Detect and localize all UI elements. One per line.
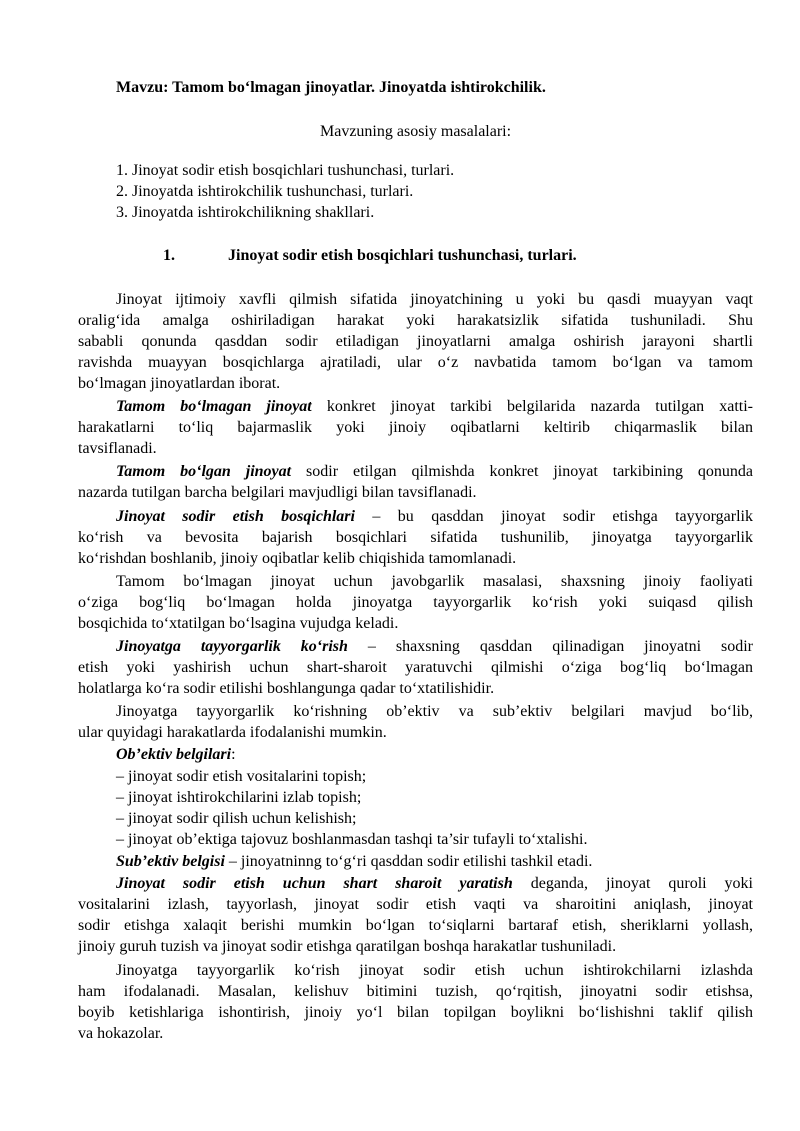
paragraph-line: Jinoyatga tayyorgarlik ko‘rishning ob’ektiv va sub’ektiv belgilari mavjud bo‘lib,	[116, 703, 753, 720]
issue-item: 3. Jinoyatda ishtirokchilikning shakllari.	[116, 204, 375, 221]
paragraph-line: Jinoyatga tayyorgarlik ko‘rish – shaxsning qasddan qilinadigan jinoyatni sodir	[116, 638, 753, 655]
paragraph-line: etish yoki yashirish uchun shart-sharoit yaratuvchi qilmishi o‘ziga bog‘liq bo‘lmagan	[78, 659, 753, 676]
term-incomplete-crime: Tamom bo‘lmagan jinoyat	[116, 398, 312, 415]
paragraph-line: va hokazolar.	[78, 1025, 164, 1042]
paragraph-line: tavsiflanadi.	[78, 440, 157, 457]
subjective-sign-line: Sub’ektiv belgisi – jinoyatninng to‘g‘ri qasddan sodir etilishi tashkil etadi.	[116, 853, 593, 870]
paragraph-line: o‘ziga bog‘liq bo‘lmagan holda jinoyatga tayyorgarlik ko‘rish yoki suiqasd qilish	[78, 594, 753, 611]
main-issues-title: Mavzuning asosiy masalalari:	[320, 123, 512, 140]
paragraph-line: Tamom bo‘lmagan jinoyat uchun javobgarlik masalasi, shaxsning jinoiy faoliyati	[116, 573, 753, 590]
section-number: 1.	[163, 247, 175, 264]
paragraph-line: ko‘rish va bevosita bajarish bosqichlari sifatida tushunilib, jinoyatga tayyorgarlik	[78, 529, 753, 546]
term-complete-crime: Tamom bo‘lgan jinoyat	[116, 463, 292, 480]
list-item: – jinoyat ob’ektiga tajovuz boshlanmasdan tashqi ta’sir tufayli to‘xtalishi.	[116, 831, 588, 848]
term-crime-stages: Jinoyat sodir etish bosqichlari	[116, 508, 355, 525]
paragraph-line: Tamom bo‘lgan jinoyat sodir etilgan qilmishda konkret jinoyat tarkibining qonunda	[116, 463, 754, 480]
paragraph-line: Jinoyat sodir etish uchun shart sharoit yaratish deganda, jinoyat quroli yoki	[116, 875, 753, 892]
term-preparation: Jinoyatga tayyorgarlik ko‘rish	[116, 638, 348, 655]
paragraph-line: oralig‘ida amalga oshiriladigan harakat yoki harakatsizlik sifatida tushuniladi. Shu	[78, 312, 753, 329]
topic-heading: Mavzu: Tamom bo‘lmagan jinoyatlar. Jinoyatda ishtirokchilik.	[116, 79, 546, 96]
list-item: – jinoyat sodir etish vositalarini topish;	[116, 768, 367, 785]
list-item: – jinoyat sodir qilish uchun kelishish;	[116, 810, 357, 827]
paragraph-line: ravishda muayyan bosqichlarga ajratiladi, ular o‘z navbatida tamom bo‘lgan va tamom	[78, 354, 753, 371]
paragraph-line: bo‘lmagan jinoyatlardan iborat.	[78, 375, 281, 392]
paragraph-line: Jinoyat ijtimoiy xavfli qilmish sifatida jinoyatchining u yoki bu qasdi muayyan vaqt	[116, 291, 753, 308]
section-title: Jinoyat sodir etish bosqichlari tushunchasi, turlari.	[228, 247, 577, 264]
paragraph-line: ular quyidagi harakatlarda ifodalanishi mumkin.	[78, 724, 387, 741]
paragraph-line: Jinoyatga tayyorgarlik ko‘rish jinoyat sodir etish uchun ishtirokchilarni izlashda	[116, 962, 753, 979]
paragraph-line: nazarda tutilgan barcha belgilari mavjudligi bilan tavsiflanadi.	[78, 484, 477, 501]
paragraph-line: jinoiy guruh tuzish va jinoyat sodir etishga qaratilgan boshqa harakatlar tushuniladi.	[78, 938, 617, 955]
paragraph-line: ko‘rishdan boshlanib, jinoiy oqibatlar kelib chiqishida tamomlanadi.	[78, 550, 517, 567]
paragraph-line: sababli qonunda qasddan sodir etiladigan jinoyatlarni amalga oshirish jarayoni shartli	[78, 333, 753, 350]
paragraph-line: boyib ketishlariga ishontirish, jinoiy yo‘l bilan topilgan boylikni bo‘lishishni taklif qilish	[78, 1004, 753, 1021]
paragraph-line: bosqichida to‘xtatilgan bo‘lsagina vujudga keladi.	[78, 615, 399, 632]
list-item: – jinoyat ishtirokchilarini izlab topish;	[116, 789, 362, 806]
paragraph-line: sodir etishga xalaqit berishi mumkin bo‘lgan to‘siqlarni bartaraf etish, sheriklarni yollash,	[78, 917, 753, 934]
paragraph-line: holatlarga ko‘ra sodir etilishi boshlangunga qadar to‘xtatilishidir.	[78, 680, 495, 697]
issue-item: 2. Jinoyatda ishtirokchilik tushunchasi, turlari.	[116, 183, 414, 200]
paragraph-line: ham ifodalanadi. Masalan, kelishuv bitimini tuzish, qo‘rqitish, jinoyatni sodir etishsa,	[78, 983, 753, 1000]
paragraph-line: Jinoyat sodir etish bosqichlari – bu qasddan jinoyat sodir etishga tayyorgarlik	[116, 508, 754, 525]
paragraph-line: Tamom bo‘lmagan jinoyat konkret jinoyat tarkibi belgilarida nazarda tutilgan xatti-	[116, 398, 754, 415]
term-conditions: Jinoyat sodir etish uchun shart sharoit yaratish	[116, 875, 513, 892]
paragraph-line: vositalarini izlash, tayyorlash, jinoyat sodir etish vaqti va sharoitini aniqlash, jinoyat	[78, 896, 753, 913]
objective-signs-heading: Ob’ektiv belgilari:	[116, 746, 236, 763]
issue-item: 1. Jinoyat sodir etish bosqichlari tushunchasi, turlari.	[116, 162, 455, 179]
paragraph-line: harakatlarni to‘liq bajarmaslik yoki jinoiy oqibatlarni keltirib chiqarmaslik bilan	[78, 419, 753, 436]
